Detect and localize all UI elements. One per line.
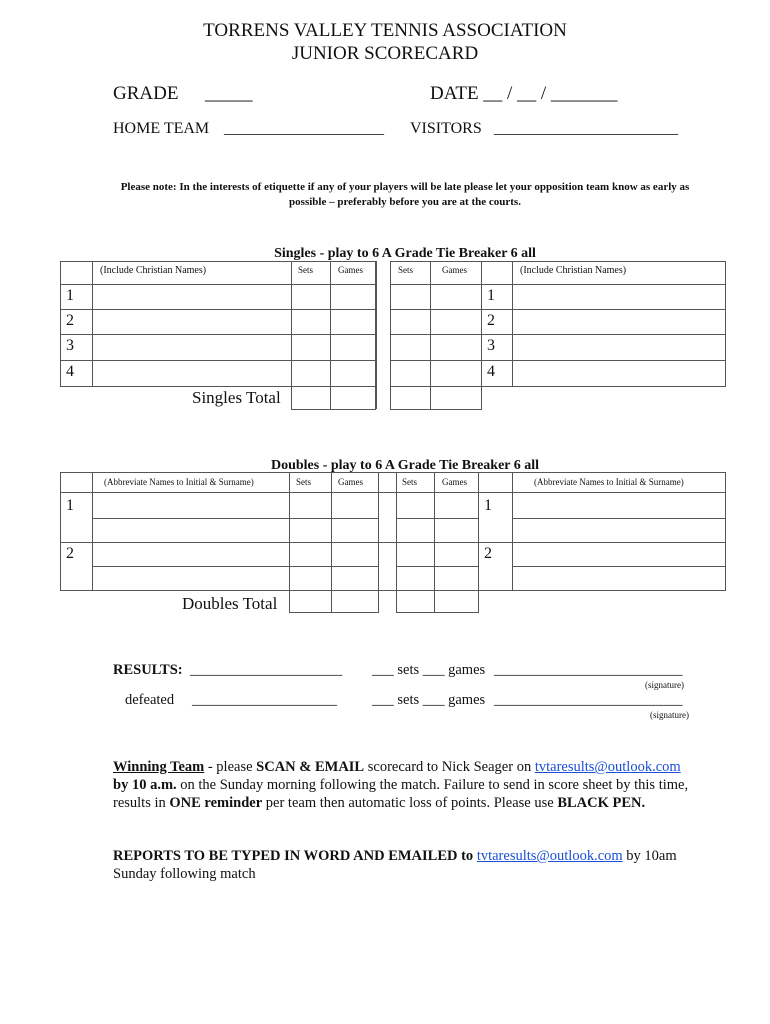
row-number: 2 <box>66 312 74 329</box>
home-player-cell[interactable] <box>92 309 292 335</box>
row-num-cell <box>60 284 93 310</box>
row-num-cell <box>60 360 93 387</box>
instruction-text: by 10am Sunday following match <box>113 848 677 882</box>
row-number: 1 <box>484 497 492 514</box>
signature-field[interactable]: __________________________ <box>494 692 683 708</box>
singles-left-header: (Include Christian Names) <box>100 265 207 276</box>
table-line <box>478 472 479 590</box>
row-number: 2 <box>487 312 495 329</box>
table-line <box>331 472 332 590</box>
home-games-cell[interactable] <box>330 284 376 310</box>
row-number: 4 <box>66 363 74 380</box>
instruction-text: - please <box>204 759 257 775</box>
instruction-text: per team then automatic loss of points. Please use <box>262 795 558 811</box>
row-number: 3 <box>66 337 74 354</box>
singles-total-home-sets[interactable] <box>291 386 331 410</box>
etiquette-note: Please note: In the interests of etiquette if any of your players will be late please let your opposition team know as early as possible – preferably before you are at the courts. <box>120 181 690 208</box>
row-num-cell <box>481 284 513 310</box>
away-sets-cell[interactable] <box>390 284 431 310</box>
signature-caption: (signature) <box>645 680 684 690</box>
doubles-games-label: Games <box>442 477 467 487</box>
table-line <box>396 472 397 590</box>
table-line <box>396 566 478 567</box>
email-link[interactable]: tvtaresults@outlook.com <box>476 848 623 864</box>
table-line <box>60 472 61 590</box>
home-games-cell[interactable] <box>330 334 376 361</box>
home-sets-cell[interactable] <box>291 309 331 335</box>
away-player-cell[interactable] <box>512 334 726 361</box>
table-line <box>92 518 378 519</box>
results-winner-field[interactable]: _____________________ <box>190 662 343 678</box>
table-line <box>92 566 378 567</box>
doubles-total-label: Doubles Total <box>182 594 278 613</box>
table-line <box>725 472 726 590</box>
row-num-cell <box>481 360 513 387</box>
doubles-title: Doubles - play to 6 A Grade Tie Breaker 6 all <box>270 458 540 473</box>
doubles-right-header: (Abbreviate Names to Initial & Surname) <box>534 477 684 487</box>
table-line <box>512 518 726 519</box>
table-line <box>60 472 726 473</box>
home-team-label: HOME TEAM <box>113 120 210 137</box>
doubles-total-home-games[interactable] <box>331 590 379 613</box>
table-line <box>512 472 513 590</box>
home-team-field[interactable]: ____________________ <box>224 120 384 137</box>
singles-num-header-cell <box>60 261 93 285</box>
singles-sets-label: Sets <box>398 265 414 275</box>
row-number: 3 <box>487 337 495 354</box>
singles-title: Singles - play to 6 A Grade Tie Breaker 6 all <box>274 246 536 261</box>
away-sets-cell[interactable] <box>390 360 431 387</box>
away-player-cell[interactable] <box>512 309 726 335</box>
visitors-field[interactable]: _______________________ <box>494 120 678 137</box>
signature-caption: (signature) <box>650 710 689 720</box>
page-subtitle: JUNIOR SCORECARD <box>291 43 479 64</box>
singles-total-home-games[interactable] <box>330 386 376 410</box>
results-winner-score[interactable]: ___ sets ___ games <box>372 662 486 678</box>
doubles-total-home-sets[interactable] <box>289 590 332 613</box>
singles-games-label: Games <box>338 265 363 275</box>
reports-instructions <box>113 847 693 883</box>
singles-sets-label: Sets <box>298 265 314 275</box>
singles-away-num-header-cell <box>481 261 513 285</box>
doubles-games-label: Games <box>338 477 363 487</box>
table-line <box>378 472 379 590</box>
instruction-text: scorecard to Nick Seager on <box>364 759 535 775</box>
home-games-cell[interactable] <box>330 360 376 387</box>
table-line <box>289 472 290 590</box>
results-loser-score[interactable]: ___ sets ___ games <box>372 692 486 708</box>
row-num-cell <box>481 334 513 361</box>
table-line <box>60 542 726 543</box>
home-player-cell[interactable] <box>92 334 292 361</box>
row-num-cell <box>60 309 93 335</box>
home-games-cell[interactable] <box>330 309 376 335</box>
row-num-cell <box>60 334 93 361</box>
table-line <box>60 492 726 493</box>
singles-total-label: Singles Total <box>192 388 281 407</box>
doubles-total-away-games[interactable] <box>434 590 479 613</box>
table-line <box>60 590 726 591</box>
row-number: 1 <box>66 287 74 304</box>
row-number: 2 <box>66 545 74 562</box>
home-player-cell[interactable] <box>92 284 292 310</box>
singles-total-away-sets[interactable] <box>390 386 431 410</box>
table-line <box>434 472 435 590</box>
away-games-cell[interactable] <box>430 309 482 335</box>
away-sets-cell[interactable] <box>390 309 431 335</box>
away-sets-cell[interactable] <box>390 334 431 361</box>
singles-total-away-games[interactable] <box>430 386 482 410</box>
away-player-cell[interactable] <box>512 284 726 310</box>
submission-instructions <box>113 758 693 812</box>
home-sets-cell[interactable] <box>291 284 331 310</box>
results-loser-field[interactable]: ____________________ <box>192 692 337 708</box>
row-number: 1 <box>487 287 495 304</box>
row-number: 1 <box>66 497 74 514</box>
one-reminder-text: ONE reminder <box>169 795 263 811</box>
table-line <box>396 518 478 519</box>
home-sets-cell[interactable] <box>291 334 331 361</box>
doubles-total-away-sets[interactable] <box>396 590 435 613</box>
row-number: 2 <box>484 545 492 562</box>
defeated-label: defeated <box>125 692 175 708</box>
doubles-sets-label: Sets <box>296 477 312 487</box>
instruction-text: on the Sunday morning following the match. Failure to send in score sheet by this time, results in <box>113 777 689 811</box>
deadline-text: by 10 a.m. <box>113 777 177 793</box>
doubles-left-header: (Abbreviate Names to Initial & Surname) <box>104 477 254 487</box>
scan-email-text: SCAN & EMAIL <box>256 759 365 775</box>
grade-label: GRADE <box>113 83 179 104</box>
singles-right-header: (Include Christian Names) <box>520 265 627 276</box>
table-divider <box>376 261 377 409</box>
page-title: TORRENS VALLEY TENNIS ASSOCIATION <box>203 20 567 41</box>
home-sets-cell[interactable] <box>291 360 331 387</box>
away-games-cell[interactable] <box>430 334 482 361</box>
black-pen-text: BLACK PEN. <box>557 795 646 811</box>
reports-text: REPORTS TO BE TYPED IN WORD AND EMAILED to <box>113 848 477 864</box>
table-line <box>512 566 726 567</box>
winning-team-label: Winning Team <box>113 759 205 775</box>
email-link[interactable]: tvtaresults@outlook.com <box>534 759 681 775</box>
away-games-cell[interactable] <box>430 284 482 310</box>
results-label: RESULTS: <box>113 662 183 678</box>
grade-field[interactable]: _____ <box>205 83 253 104</box>
visitors-label: VISITORS <box>410 120 482 137</box>
singles-games-label: Games <box>442 265 467 275</box>
away-player-cell[interactable] <box>512 360 726 387</box>
doubles-sets-label: Sets <box>402 477 418 487</box>
row-number: 4 <box>487 363 495 380</box>
away-games-cell[interactable] <box>430 360 482 387</box>
table-line <box>92 472 93 590</box>
row-num-cell <box>481 309 513 335</box>
home-player-cell[interactable] <box>92 360 292 387</box>
date-field[interactable]: DATE __ / __ / _______ <box>430 83 618 104</box>
signature-field[interactable]: __________________________ <box>494 662 683 678</box>
